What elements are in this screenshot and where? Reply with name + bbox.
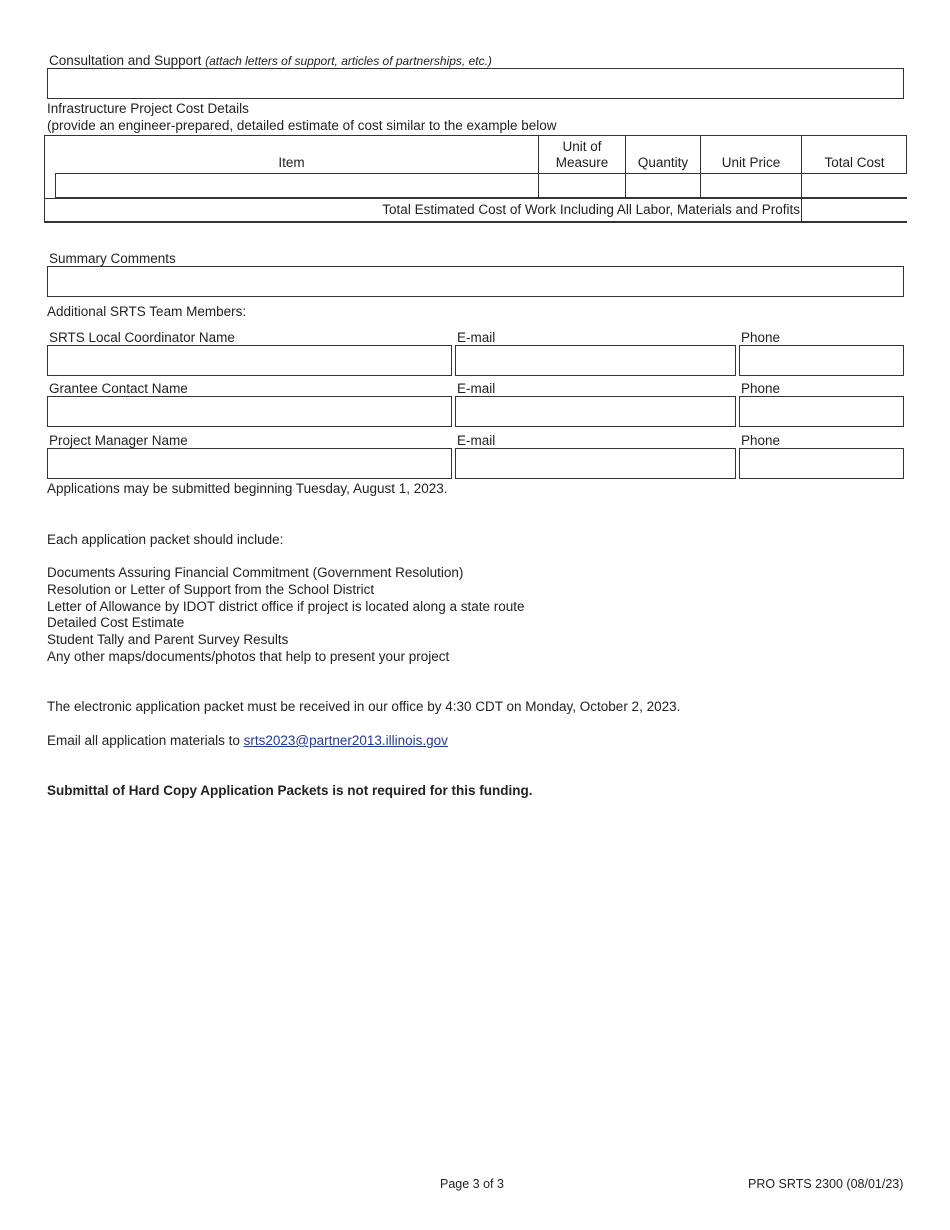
cell-quantity-input[interactable] (625, 173, 701, 198)
submit-date-text: Applications may be submitted beginning Tuesday, August 1, 2023. (47, 481, 448, 496)
packet-intro: Each application packet should include: (47, 532, 284, 547)
col-header-unit-of-measure (538, 136, 625, 173)
email-link[interactable]: srts2023@partner2013.illinois.gov (243, 733, 448, 748)
total-cost-input[interactable] (801, 198, 907, 222)
pm-name-label: Project Manager Name (49, 433, 188, 448)
packet-item: Detailed Cost Estimate (47, 615, 185, 631)
col-header-unit-line2: Measure (555, 155, 609, 170)
col-header-unit-price: Unit Price (700, 136, 801, 173)
grantee-email-field[interactable] (455, 396, 736, 427)
cell-unit-input[interactable] (538, 173, 626, 198)
packet-item: Student Tally and Parent Survey Results (47, 632, 289, 648)
col-header-total-cost: Total Cost (801, 136, 907, 173)
grantee-name-label: Grantee Contact Name (49, 381, 188, 396)
packet-item: Documents Assuring Financial Commitment (Government Resolution) (47, 565, 464, 580)
grantee-phone-field[interactable] (739, 396, 904, 427)
consultation-note: (attach letters of support, articles of partnerships, etc.) (205, 54, 492, 68)
grantee-name-field[interactable] (47, 396, 452, 427)
packet-item: Resolution or Letter of Support from the School District (47, 581, 375, 597)
pm-email-label: E-mail (457, 433, 496, 448)
cell-unit-price-input[interactable] (700, 173, 802, 198)
col-header-item: Item (278, 155, 305, 170)
coordinator-name-label: SRTS Local Coordinator Name (49, 330, 235, 345)
deadline-text: The electronic application packet must be received in our office by 4:30 CDT on Monday, October 2, 2023. (47, 699, 681, 714)
grantee-phone-label: Phone (741, 381, 781, 396)
col-header-quantity: Quantity (625, 136, 700, 173)
grantee-email-label: E-mail (457, 381, 496, 396)
cell-item-input[interactable] (55, 173, 539, 198)
email-prefix: Email all application materials to (47, 733, 244, 748)
cell-total-cost-input[interactable] (801, 173, 907, 198)
pm-email-field[interactable] (455, 448, 736, 479)
cost-details-subtitle: (provide an engineer-prepared, detailed estimate of cost similar to the example below (47, 118, 557, 133)
hard-copy-notice: Submittal of Hard Copy Application Packets is not required for this funding. (47, 783, 533, 798)
summary-field[interactable] (47, 266, 904, 297)
email-line (47, 733, 448, 748)
packet-item: Letter of Allowance by IDOT district office if project is located along a state route (47, 598, 525, 614)
packet-item: Any other maps/documents/photos that help to present your project (47, 648, 450, 664)
total-label-cell (45, 198, 802, 222)
summary-label: Summary Comments (49, 251, 176, 266)
consultation-field[interactable] (47, 68, 904, 99)
form-id: PRO SRTS 2300 (08/01/23) (748, 1177, 904, 1191)
total-label: Total Estimated Cost of Work Including All Labor, Materials and Profits (382, 202, 800, 217)
pm-name-field[interactable] (47, 448, 452, 479)
cost-details-title: Infrastructure Project Cost Details (47, 101, 249, 116)
coordinator-phone-label: Phone (741, 330, 781, 345)
coordinator-email-label: E-mail (457, 330, 496, 345)
cost-table (44, 135, 907, 223)
col-header-unit-line1: Unit of (562, 139, 602, 154)
consultation-label-group (49, 53, 492, 69)
pm-phone-label: Phone (741, 433, 781, 448)
coordinator-phone-field[interactable] (739, 345, 904, 376)
coordinator-name-field[interactable] (47, 345, 452, 376)
packet-list (47, 565, 525, 666)
team-heading: Additional SRTS Team Members: (47, 304, 247, 319)
page-number: Page 3 of 3 (440, 1177, 504, 1191)
coordinator-email-field[interactable] (455, 345, 736, 376)
pm-phone-field[interactable] (739, 448, 904, 479)
consultation-label: Consultation and Support (49, 53, 202, 68)
